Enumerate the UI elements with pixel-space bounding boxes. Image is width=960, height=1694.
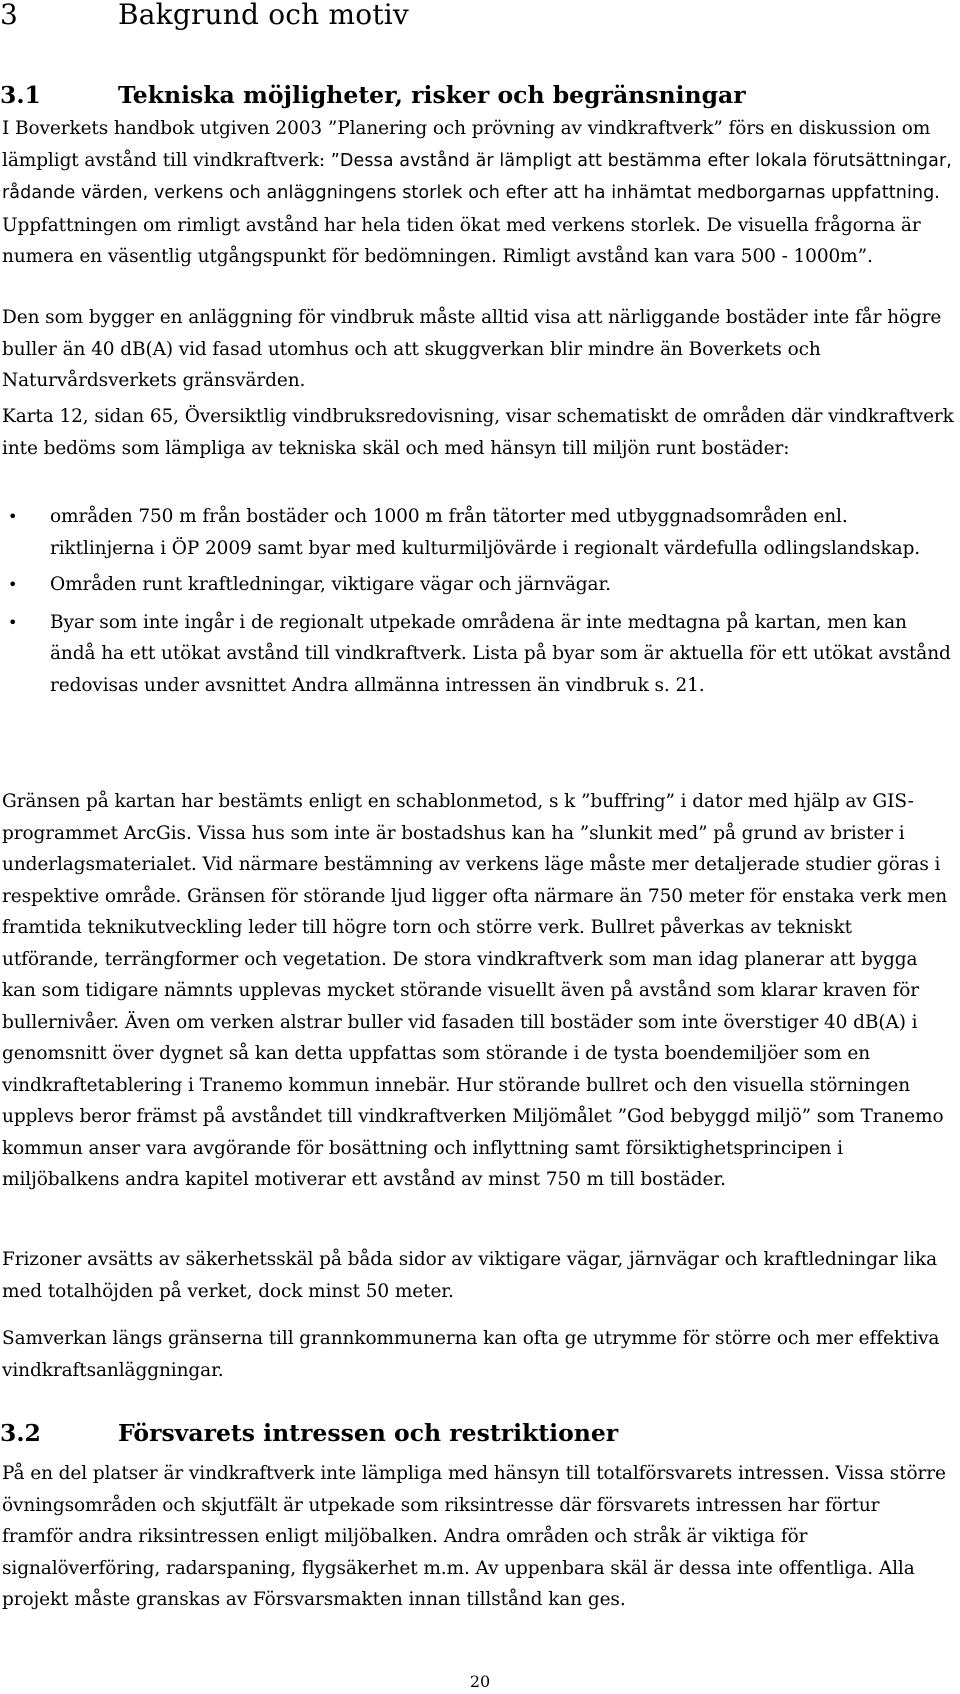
intro-quote: ”Dessa avstånd är lämpligt att bestämma efter lokala förutsättningar, rådande värden, verkens och anläggningens storlek och efter att ha inhämtat medborgarnas uppfattning.	[2, 150, 952, 203]
section-heading-3-2	[0, 1418, 618, 1448]
buffer-method-paragraph: Gränsen på kartan har bestämts enligt en schablonmetod, s k ”buffring” i dator med hjälp av GIS-programmet ArcGis. Vissa hus som inte är bostadshus kan ha ”slunkit med” på grund av brister i underlagsmaterialet. Vid närmare bestämning av verkens läge måste mer detaljerade studier göras i respektive område. Gränsen för störande ljud ligger ofta närmare än 750 meter för enstaka verk men framtida teknikutveckling leder till högre torn och större verk. Bullret påverkas av tekniskt utförande, terrängformer och vegetation. De stora vindkraftverk som man idag planerar att bygga kan som tidigare nämnts upplevas mycket störande visuellt även på avstånd som klarar kraven för bullernivåer. Även om verken alstrar buller vid fasaden till bostäder som inte överstiger 40 dB(A) i genomsnitt över dygnet så kan detta uppfattas som störande i de tysta boendemiljöer som en vindkraftetablering i Tranemo kommun innebär. Hur störande bullret och den visuella störningen upplevs beror främst på avståndet till vindkraftverken Miljömålet ”God bebyggd miljö” som Tranemo kommun anser vara avgörande för bosättning och inflyttning samt försiktighetsprincipen i miljöbalkens andra kapitel motiverar ett avstånd av minst 750 m till bostäder.	[2, 791, 948, 1190]
bullet-icon: •	[8, 575, 18, 594]
list-item-text: Byar som inte ingår i de regionalt utpekade områdena är inte medtagna på kartan, men kan ändå ha ett utökat avstånd till vindkraftverk. Lista på byar som är aktuella för ett utökat avstånd redovisas under avsnittet Andra allmänna intressen än vindbruk s. 21.	[50, 611, 951, 696]
free-zones-paragraph: Frizoner avsätts av säkerhetsskäl på båda sidor av viktigare vägar, järnvägar och kraftledningar lika med totalhöjden på verket, dock minst 50 meter.	[2, 1249, 938, 1302]
restriction-list	[0, 501, 956, 701]
list-item	[0, 607, 956, 702]
section-number: 3.1	[0, 81, 41, 109]
map-reference-paragraph: Karta 12, sidan 65, Översiktlig vindbruksredovisning, visar schematiskt de områden där vindkraftverk inte bedöms som lämpliga av tekniska skäl och med hänsyn till miljön runt bostäder:	[2, 406, 954, 459]
intro-paragraph	[2, 113, 954, 273]
list-item	[0, 569, 956, 601]
page-number: 20	[469, 1672, 491, 1691]
list-item	[0, 501, 956, 564]
defence-paragraph: På en del platser är vindkraftverk inte lämpliga med hänsyn till totalförsvarets intressen. Vissa större övningsområden och skjutfält är utpekade som riksintresse där försvarets intressen har förtur framför andra riksintressen enligt miljöbalken. Andra områden och stråk är viktiga för signalöverföring, radarspaning, flygsäkerhet m.m. Av uppenbara skäl är dessa inte offentliga. Alla projekt måste granskas av Försvarsmakten innan tillstånd kan ges.	[2, 1463, 946, 1610]
section-number: 3.2	[0, 1419, 41, 1447]
noise-requirement-paragraph: Den som bygger en anläggning för vindbruk måste alltid visa att närliggande bostäder inte får högre buller än 40 dB(A) vid fasad utomhus och att skuggverkan blir mindre än Boverkets och Naturvårdsverkets gränsvärden.	[2, 307, 942, 391]
chapter-heading	[0, 0, 409, 30]
list-item-text: Områden runt kraftledningar, viktigare vägar och järnvägar.	[50, 574, 611, 595]
section-title: Försvarets intressen och restriktioner	[118, 1419, 619, 1447]
chapter-title: Bakgrund och motiv	[118, 0, 409, 31]
bullet-icon: •	[8, 612, 18, 632]
cooperation-paragraph: Samverkan längs gränserna till grannkommunerna kan ofta ge utrymme för större och mer effektiva vindkraftsanläggningar.	[2, 1328, 940, 1381]
list-item-text: områden 750 m från bostäder och 1000 m från tätorter med utbyggnadsområden enl. riktlinjerna i ÖP 2009 samt byar med kulturmiljövärde i regionalt värdefulla odlingslandskap.	[50, 506, 921, 559]
section-title: Tekniska möjligheter, risker och begränsningar	[118, 81, 746, 109]
intro-text: I Boverkets handbok utgiven 2003 ”Planering och prövning av vindkraftverk” förs en diskussion om lämpligt avstånd till vindkraftverk:	[2, 118, 931, 171]
bullet-icon: •	[8, 507, 18, 526]
intro-rest: Uppfattningen om rimligt avstånd har hela tiden ökat med verkens storlek. De visuella frågorna är numera en väsentlig utgångspunkt för bedömningen. Rimligt avstånd kan vara 500 - 1000m”.	[2, 214, 921, 267]
chapter-number: 3	[0, 0, 19, 31]
section-heading-3-1	[0, 80, 746, 110]
